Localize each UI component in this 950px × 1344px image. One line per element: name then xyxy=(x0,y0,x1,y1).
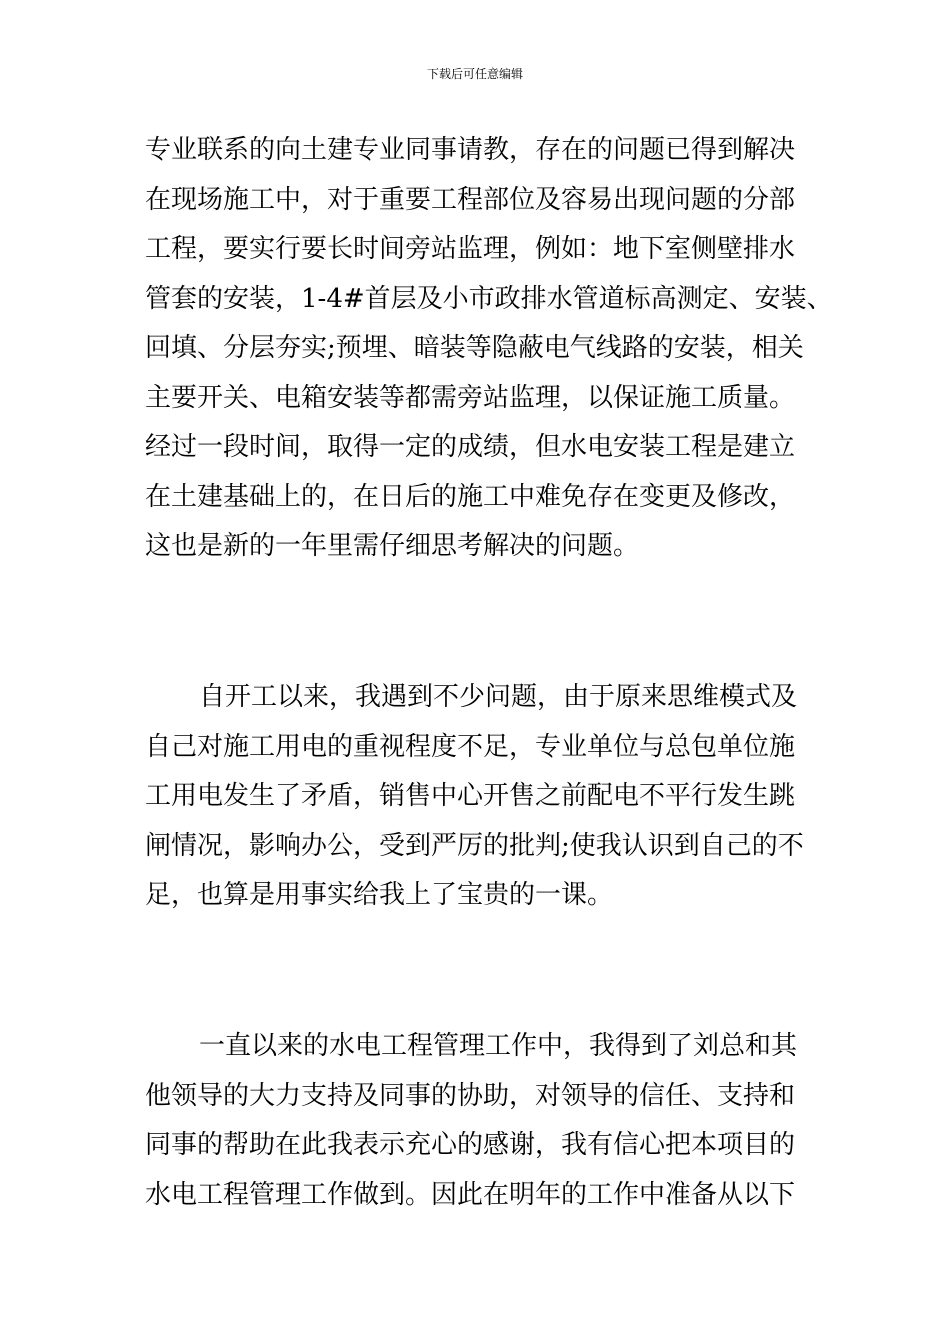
text-line: 他领导的大力支持及同事的协助，对领导的信任、支持和 xyxy=(145,1080,796,1111)
text-line: 在土建基础上的，在日后的施工中难免存在变更及修改， xyxy=(145,481,796,512)
paragraph-1 xyxy=(145,126,833,572)
text-line: 在现场施工中，对于重要工程部位及容易出现问题的分部 xyxy=(145,184,796,215)
text-line: 这也是新的一年里需仔细思考解决的问题。 xyxy=(145,531,640,561)
text-line: 一直以来的水电工程管理工作中，我得到了刘总和其 xyxy=(199,1031,798,1061)
text-line: 管套的安装，1-4#首层及小市政排水管道标高测定、安装、 xyxy=(145,283,833,314)
text-line: 自己对施工用电的重视程度不足，专业单位与总包单位施 xyxy=(145,731,796,762)
text-line: 专业联系的向土建专业同事请教，存在的问题已得到解决 xyxy=(145,135,796,165)
text-line: 自开工以来，我遇到不少问题，由于原来思维模式及 xyxy=(199,682,798,712)
text-line: 同事的帮助在此我表示充心的感谢，我有信心把本项目的 xyxy=(145,1130,796,1160)
text-line: 工用电发生了矛盾，销售中心开售之前配电不平行发生跳 xyxy=(145,781,796,811)
text-line: 足，也算是用事实给我上了宝贵的一课。 xyxy=(145,880,614,910)
text-line: 工程，要实行要长时间旁站监理，例如：地下室侧壁排水 xyxy=(145,234,796,264)
text-line: 经过一段时间，取得一定的成绩，但水电安装工程是建立 xyxy=(145,432,796,462)
paragraph-2 xyxy=(145,673,825,921)
paragraph-3 xyxy=(145,1022,825,1220)
text-line: 主要开关、电箱安装等都需旁站监理，以保证施工质量。 xyxy=(145,382,796,413)
text-line: 回填、分层夯实;预埋、暗装等隐蔽电气线路的安装，相关 xyxy=(145,333,804,363)
page-header: 下载后可任意编辑 xyxy=(426,67,523,81)
text-line: 水电工程管理工作做到。因此在明年的工作中准备从以下 xyxy=(145,1179,796,1210)
text-line: 闸情况，影响办公，受到严厉的批判;使我认识到自己的不 xyxy=(145,830,804,861)
